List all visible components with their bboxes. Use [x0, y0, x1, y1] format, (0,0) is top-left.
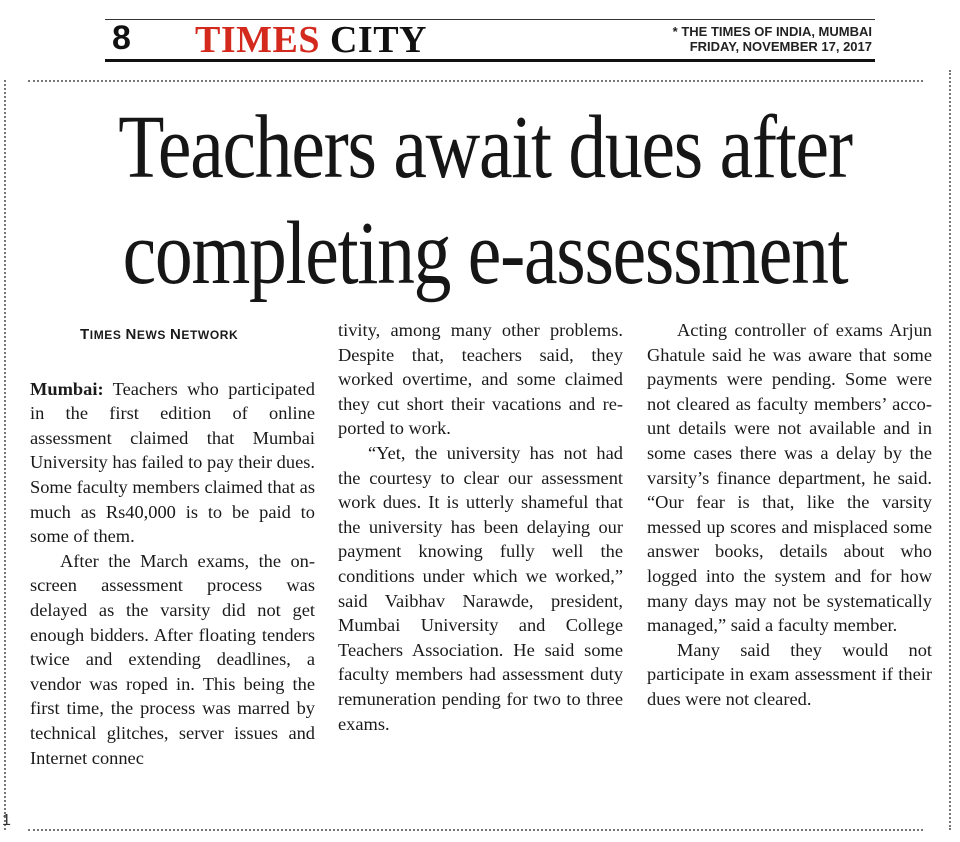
paragraph-2: After the March exams, the on-screen assessment process was delayed as the varsity did not get enough bidders. After floating tenders twice and extending deadlines, a vendor was roped in. This being the first time, the process was marred by technical glitches, server issues and Internet connec [30, 550, 315, 768]
paragraph-4: Acting controller of exams Arjun Ghatule said he was aware that some payments were pending. Some were not cleared as faculty members’ account details were not available and in some cases there was a delay by the varsity’s finance department, he said. “Our fear is that, like the varsity messed up scores and misplaced some answer books, details about who logged into the system and for how many days may not be systematically managed,” said a faculty member. [647, 320, 932, 636]
edge-mark: 1 [2, 812, 11, 829]
clipping-border-top [28, 80, 923, 82]
article-column-1 [30, 318, 315, 770]
paragraph-3: “Yet, the university has not had the courtesy to clear our assessment work dues. It is utterly shameful that the university has been delaying our payment knowing fully well the conditions under which we worked,” said Vaibhav Narawde, president, Mumbai University and College Teachers Association. He said some faculty members had assessment duty remuneration pending for two to three exams. [338, 442, 623, 734]
paragraph-1: Mumbai: Teachers who participated in the first edition of online assessment claimed that Mumbai University has failed to pay their dues. Some faculty members claimed that as much as Rs40,000 is to be paid to some of them. [30, 378, 316, 547]
paragraph-2-continued: tivity, among many other problems. Despite that, teachers said, they worked overtime, and some claimed they cut short their vacations and reported to work. [338, 320, 623, 439]
section-name-city: CITY [329, 19, 428, 61]
section-name-times: TIMES [195, 19, 320, 61]
masthead-rule [105, 59, 875, 62]
page-number: 8 [112, 19, 131, 57]
article-column-2 [338, 318, 623, 736]
byline: TIMES NEWS NETWORK [80, 326, 239, 343]
section-name [195, 18, 427, 62]
clipping-border-bottom [28, 829, 923, 831]
paragraph-5: Many said they would not participate in exam assessment if their dues were not cleared. [647, 639, 932, 709]
article-dateline: Mumbai: [30, 378, 104, 399]
clipping-border-right [949, 70, 951, 830]
publication-name: * THE TIMES OF INDIA, MUMBAI [672, 24, 872, 39]
publication-dateline [673, 24, 872, 54]
publication-date: FRIDAY, NOVEMBER 17, 2017 [689, 39, 872, 54]
article-headline: Teachers await dues after completing e-assessment [118, 98, 852, 303]
clipping-border-left [4, 80, 6, 830]
article-column-3 [647, 318, 932, 712]
